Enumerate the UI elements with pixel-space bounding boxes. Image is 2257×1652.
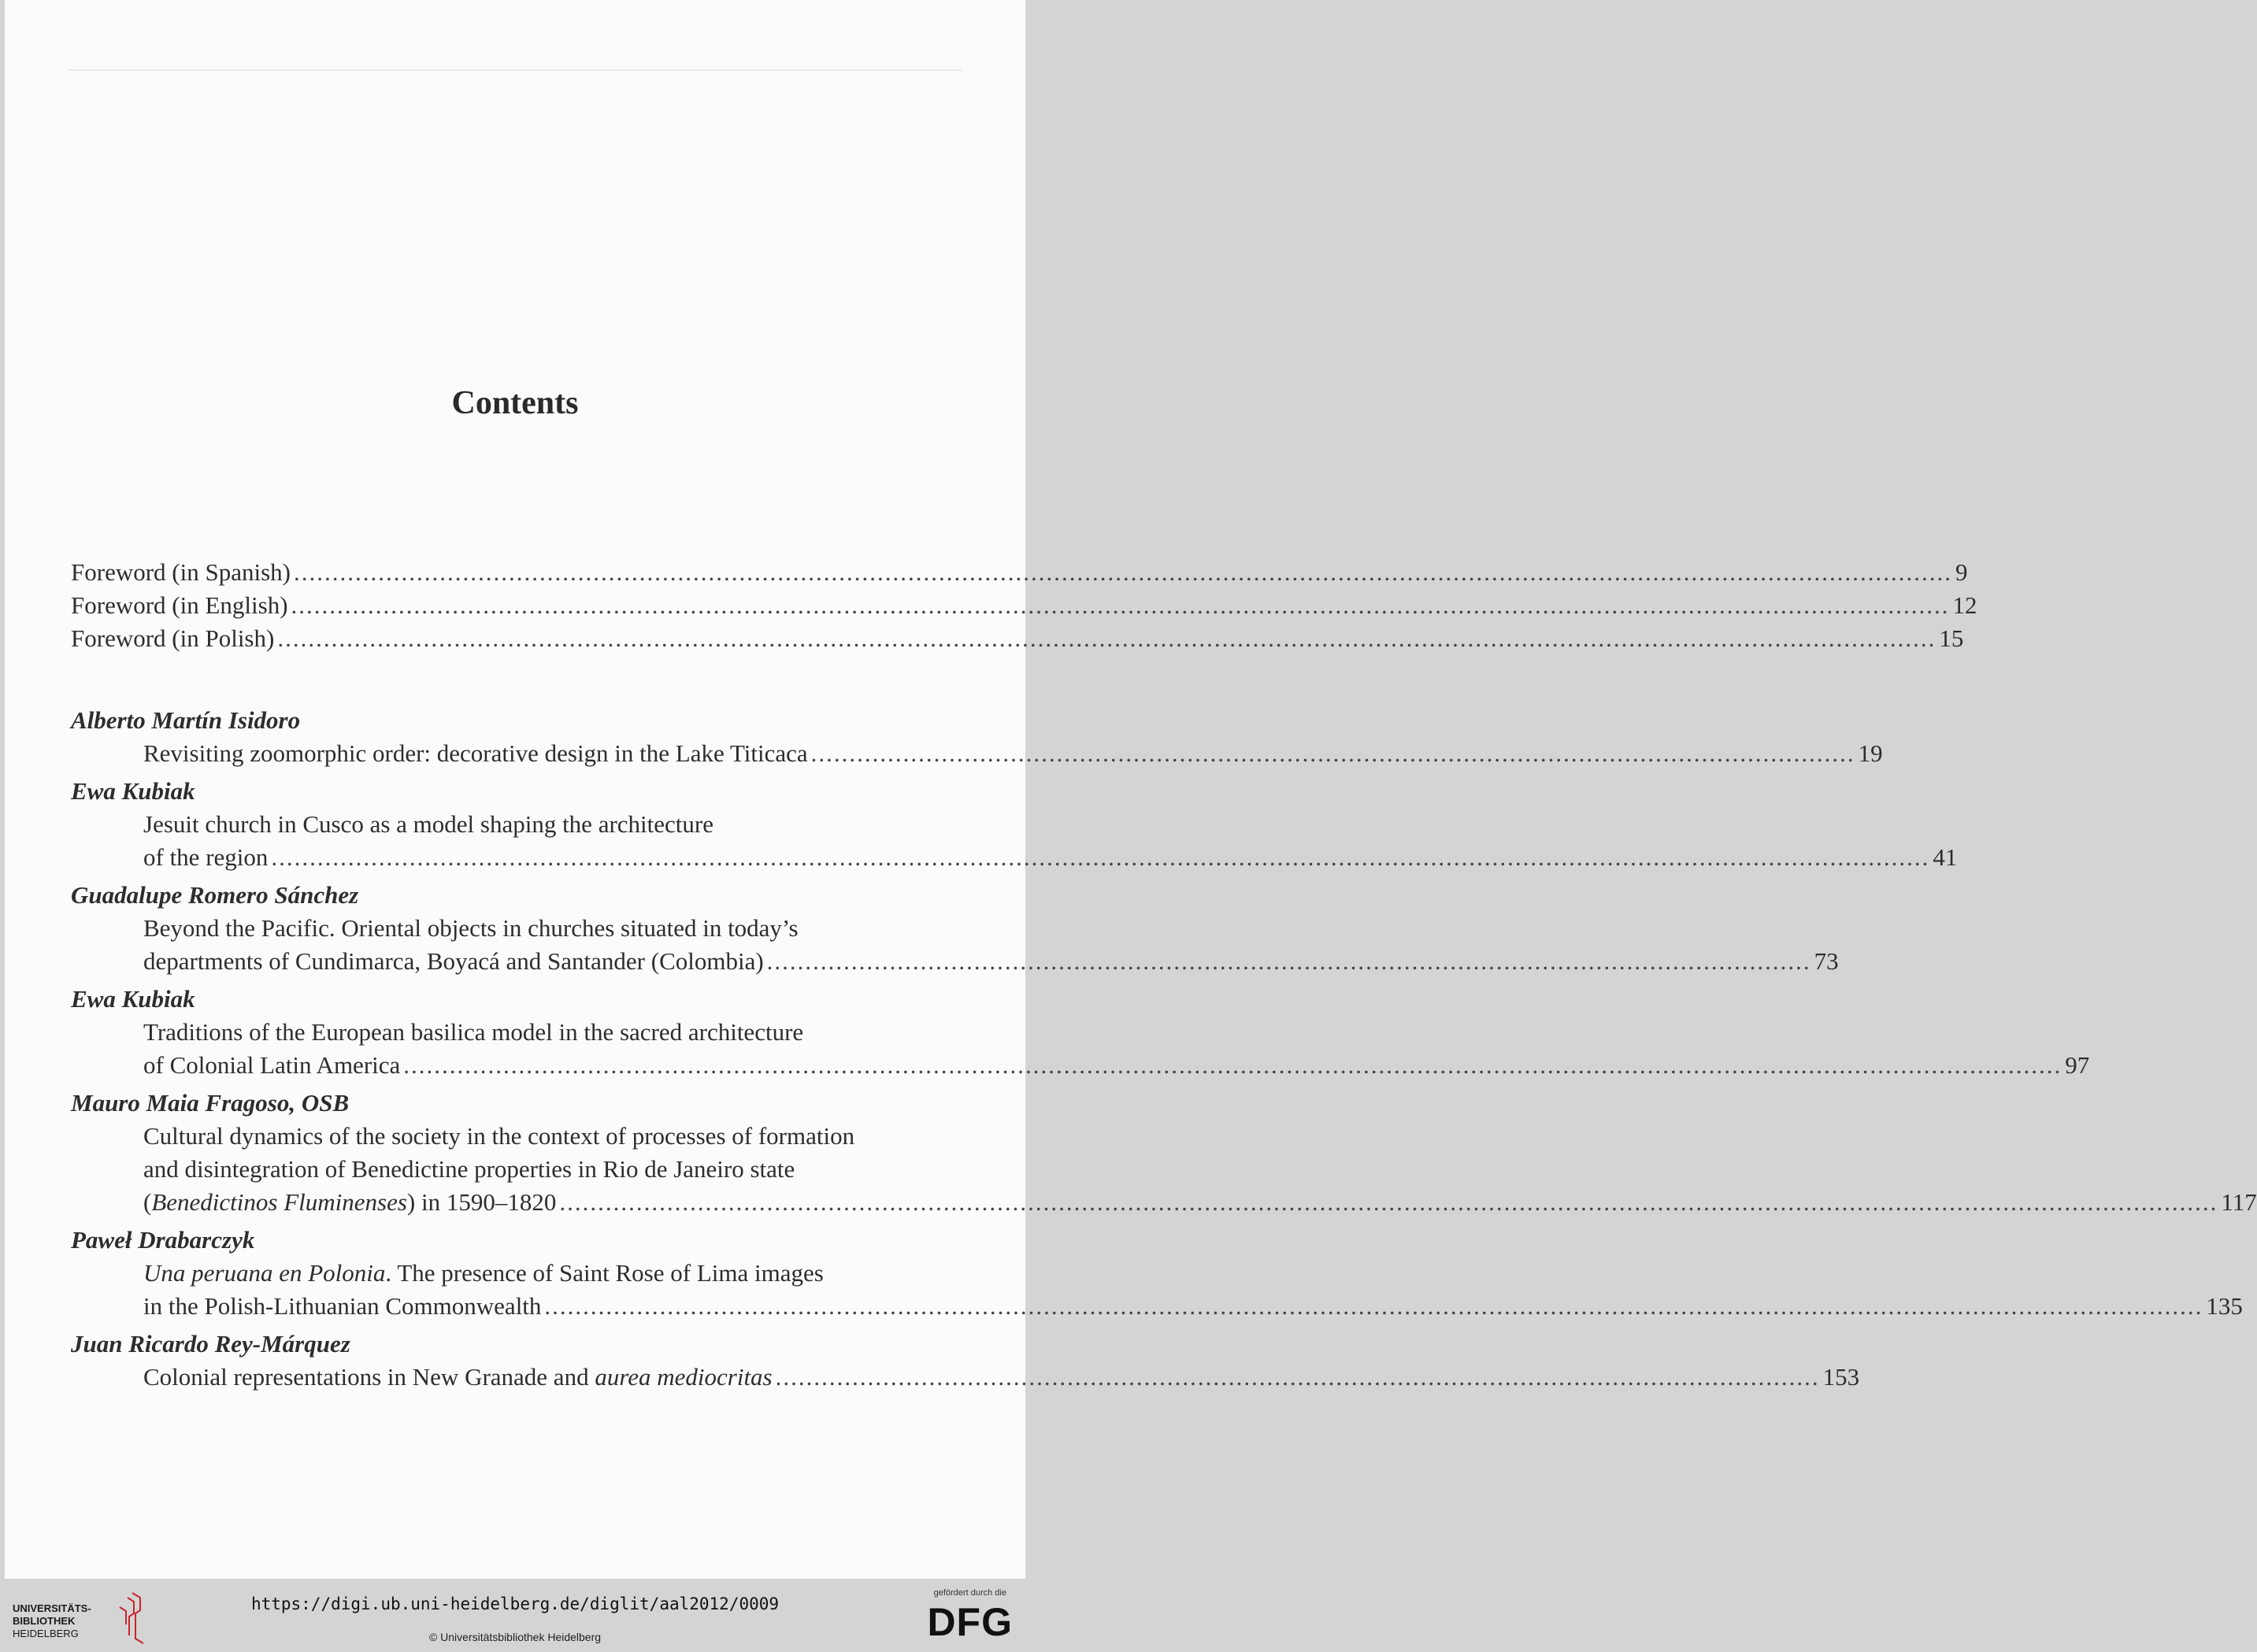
dot-leader: ........................................................................................................................................	[810, 739, 1855, 767]
dot-leader: ........................................................................................................................................................................................................................	[293, 558, 1952, 586]
article-title-line: (Benedictinos Fluminenses) in 1590–1820 ........................................................................................................................................................................................................................ 117	[143, 1186, 961, 1219]
table-of-contents	[71, 556, 2257, 1398]
author-name: Juan Ricardo Rey-Márquez	[71, 1330, 350, 1358]
toc-entry-title: Foreword (in English)	[71, 591, 288, 619]
author-name: Ewa Kubiak	[71, 777, 195, 805]
article-title-line: of the region ........................................................................................................................................................................................................................ 41	[143, 841, 961, 874]
article-title-line: departments of Cundimarca, Boyacá and Santander (Colombia) ........................................................................................................................................ 73	[143, 945, 961, 978]
dot-leader: ........................................................................................................................................................................................................................	[559, 1188, 2218, 1216]
author-name: Paweł Drabarczyk	[71, 1226, 255, 1254]
article-title-line: Traditions of the European basilica model in the sacred architecture	[143, 1018, 804, 1046]
toc-page-number: 73	[1814, 947, 1839, 975]
toc-page-number: 15	[1939, 624, 1964, 652]
dot-leader: ........................................................................................................................................................................................................................	[291, 591, 1950, 619]
article-title-line: in the Polish-Lithuanian Commonwealth ........................................................................................................................................................................................................................ 135	[143, 1290, 961, 1323]
toc-page-number: 117	[2221, 1188, 2257, 1216]
toc-foreword-english[interactable]	[71, 589, 1977, 622]
italic-title: Benedictinos Fluminenses	[151, 1188, 407, 1216]
toc-entry-7[interactable]	[71, 1328, 1860, 1394]
author-name: Guadalupe Romero Sánchez	[71, 881, 359, 909]
article-title-line: Colonial representations in New Granade and aurea mediocritas ........................................................................................................................................ 153	[143, 1361, 961, 1394]
author-name: Mauro Maia Fragoso, OSB	[71, 1089, 350, 1117]
funding-note: gefördert durch die	[933, 1588, 1006, 1598]
copyright-notice: © Universitätsbibliothek Heidelberg	[428, 1631, 602, 1643]
toc-page-number: 12	[1952, 591, 1977, 619]
dot-leader: ........................................................................................................................................................................................................................	[277, 624, 1936, 652]
article-title-line: Beyond the Pacific. Oriental objects in churches situated in today’s	[143, 914, 799, 942]
toc-entry-5[interactable]	[71, 1087, 2257, 1219]
article-title-line: Jesuit church in Cusco as a model shaping the architecture	[143, 810, 713, 838]
author-name: Alberto Martín Isidoro	[71, 706, 301, 734]
toc-entry-2[interactable]	[71, 775, 1958, 874]
library-logo: UNIVERSITÄTS- BIBLIOTHEK HEIDELBERG	[13, 1602, 91, 1639]
toc-page-number: 9	[1955, 558, 1968, 586]
article-title-line: of Colonial Latin America ........................................................................................................................................................................................................................ 97	[143, 1049, 961, 1082]
toc-foreword-spanish[interactable]	[71, 556, 1968, 589]
dot-leader: ........................................................................................................................................................................................................................	[403, 1051, 2062, 1079]
article-title-line: Cultural dynamics of the society in the context of processes of formation	[143, 1122, 855, 1150]
toc-entry-3[interactable]	[71, 879, 1839, 978]
toc-entry-1[interactable]	[71, 704, 1883, 770]
italic-title: aurea mediocritas	[595, 1363, 773, 1391]
author-name: Ewa Kubiak	[71, 985, 195, 1013]
dot-leader: ........................................................................................................................................................................................................................	[271, 843, 1930, 871]
toc-page-number: 135	[2206, 1292, 2243, 1320]
toc-entry-title: Foreword (in Spanish)	[71, 558, 291, 586]
italic-title: Una peruana en Polonia	[143, 1259, 386, 1287]
toc-entry-4[interactable]	[71, 983, 2090, 1082]
article-title-line: Revisiting zoomorphic order: decorative design in the Lake Titicaca ........................................................................................................................................ 19	[143, 737, 961, 770]
toc-entry-title: Foreword (in Polish)	[71, 624, 275, 652]
scanned-page	[5, 0, 2257, 1579]
article-title-line: and disintegration of Benedictine properties in Rio de Janeiro state	[143, 1155, 795, 1183]
dot-leader: ........................................................................................................................................	[766, 947, 1811, 975]
page-title: Contents	[451, 385, 579, 421]
dot-leader: ........................................................................................................................................	[775, 1363, 1820, 1391]
viewer-footer	[0, 1579, 1030, 1652]
toc-page-number: 19	[1858, 739, 1883, 767]
show-through-header	[68, 41, 962, 71]
dfg-logo: DFG	[927, 1600, 1013, 1644]
toc-page-number: 97	[2065, 1051, 2090, 1079]
toc-page-number: 153	[1822, 1363, 1860, 1391]
toc-foreword-polish[interactable]	[71, 622, 1964, 655]
permalink-url[interactable]: https://digi.ub.uni-heidelberg.de/diglit/aal2012/0009	[250, 1595, 780, 1613]
toc-entry-6[interactable]	[71, 1224, 2243, 1323]
article-title-line: Una peruana en Polonia. The presence of Saint Rose of Lima images	[143, 1259, 824, 1287]
dot-leader: ........................................................................................................................................................................................................................	[544, 1292, 2203, 1320]
toc-page-number: 41	[1933, 843, 1958, 871]
